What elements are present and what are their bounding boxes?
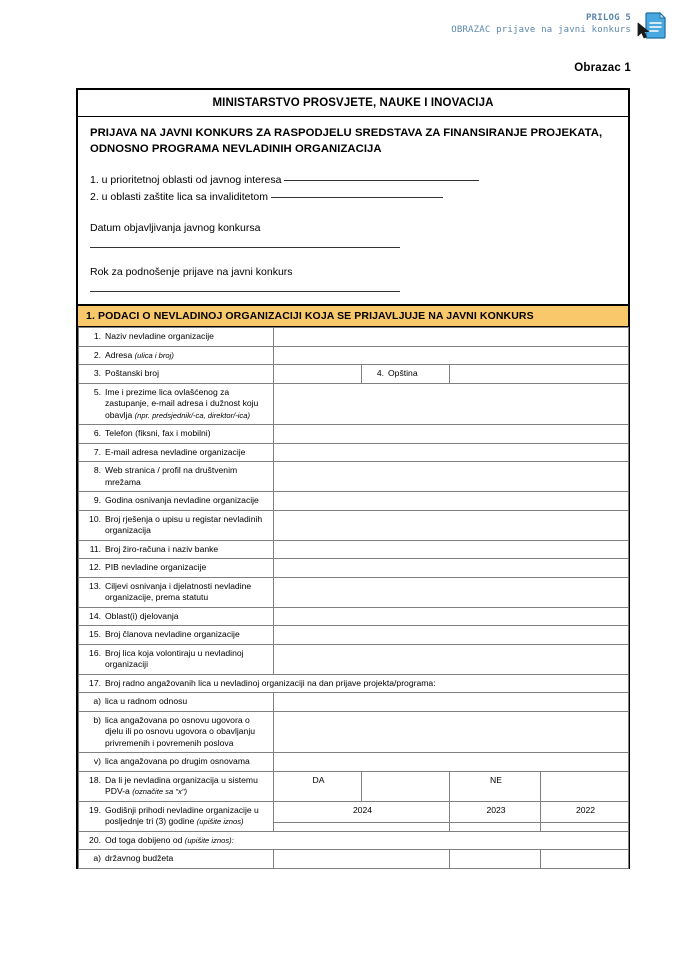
- row-4-text: Opština: [388, 368, 418, 378]
- row-17v-label: [79, 753, 274, 772]
- row-14-label: [79, 607, 274, 626]
- row-18-number: 18.: [89, 774, 101, 785]
- row-8-number: 8.: [93, 465, 101, 475]
- row-20-number: 20.: [89, 834, 101, 845]
- row-1-label: [79, 328, 274, 347]
- row-19-label: [79, 801, 274, 831]
- row-16-input[interactable]: [274, 644, 629, 674]
- row-15-number: 15.: [89, 629, 101, 639]
- row-17b-input[interactable]: [274, 711, 629, 753]
- table-row: [79, 559, 629, 578]
- table-row: [79, 328, 629, 347]
- row-17-label: [79, 674, 629, 693]
- row-1-input[interactable]: [274, 328, 629, 347]
- source-header-text: [451, 12, 631, 36]
- year-header-2023: 2023: [450, 801, 541, 823]
- row-7-label: [79, 443, 274, 462]
- row-11-text: Broj žiro-računa i naziv banke: [105, 543, 219, 554]
- row-7-number: 7.: [93, 446, 101, 457]
- ministry-title: MINISTARSTVO PROSVJETE, NAUKE I INOVACIJA: [78, 90, 628, 117]
- table-row: [79, 607, 629, 626]
- row-20a-input-2022[interactable]: [541, 850, 629, 869]
- row-4-input[interactable]: [450, 365, 629, 384]
- row-20-text: Od toga dobijeno od (upišite iznos):: [105, 834, 234, 845]
- row-17v-input[interactable]: [274, 753, 629, 772]
- source-header-line1: PRILOG 5: [586, 13, 631, 23]
- income-input-2024[interactable]: [274, 823, 450, 831]
- row-6-number: 6.: [93, 428, 101, 438]
- row-17v-number: v): [93, 756, 101, 766]
- row-17a-text: lica u radnom odnosu: [105, 696, 188, 706]
- row-14-text: Oblast(i) djelovanja: [105, 610, 179, 621]
- row-10-text: Broj rješenja o upisu u registar nevladinih organizacija: [105, 513, 263, 535]
- section-1-header: 1. PODACI O NEVLADINOJ ORGANIZACIJI KOJA SE PRIJAVLJUJE NA JAVNI KONKURS: [78, 304, 628, 327]
- row-17b-number: b): [93, 714, 101, 725]
- table-row: [79, 346, 629, 365]
- pdv-no-checkbox[interactable]: [541, 771, 629, 801]
- row-15-label: [79, 626, 274, 645]
- row-14-input[interactable]: [274, 607, 629, 626]
- row-11-input[interactable]: [274, 540, 629, 559]
- row-20a-input-2024[interactable]: [274, 850, 450, 869]
- row-14-number: 14.: [89, 610, 101, 621]
- row-9-text: Godina osnivanja nevladine organizacije: [105, 495, 259, 505]
- row-20a-input-2023[interactable]: [450, 850, 541, 869]
- row-13-label: [79, 577, 274, 607]
- disability-area-line: [90, 188, 616, 205]
- row-13-input[interactable]: [274, 577, 629, 607]
- row-9-number: 9.: [93, 495, 101, 505]
- row-2-input[interactable]: [274, 346, 629, 365]
- table-row: [79, 425, 629, 444]
- row-17b-text: lica angažovana po osnovu ugovora o djelu ili po osnovu ugovora o obavljanju privremenih i povremenih poslova: [105, 714, 256, 748]
- row-5-number: 5.: [93, 386, 101, 397]
- intro-block: [78, 117, 628, 304]
- table-row: [79, 577, 629, 607]
- submission-deadline-blank[interactable]: [90, 291, 400, 292]
- year-header-2022: 2022: [541, 801, 629, 823]
- row-12-text: PIB nevladine organizacije: [105, 562, 207, 572]
- row-16-label: [79, 644, 274, 674]
- table-row: [79, 443, 629, 462]
- form-document: [76, 88, 630, 869]
- table-row: [79, 626, 629, 645]
- table-row: [79, 801, 629, 823]
- table-row: [79, 850, 629, 869]
- row-20a-number: a): [93, 853, 101, 863]
- row-19-number: 19.: [89, 804, 101, 815]
- table-row: [79, 644, 629, 674]
- row-20-label: [79, 831, 629, 850]
- row-20a-label: [79, 850, 274, 869]
- row-6-label: [79, 425, 274, 444]
- row-8-text: Web stranica / profil na društvenim mrežama: [105, 465, 238, 487]
- table-row: [79, 365, 629, 384]
- table-row: [79, 492, 629, 511]
- row-7-input[interactable]: [274, 443, 629, 462]
- row-2-number: 2.: [93, 349, 101, 360]
- table-row: [79, 383, 629, 425]
- priority-area-label: 1. u prioritetnoj oblasti od javnog interesa: [90, 174, 282, 186]
- row-2-label: [79, 346, 274, 365]
- row-1-text: Naziv nevladine organizacije: [105, 331, 214, 341]
- row-3-number: 3.: [93, 368, 101, 378]
- row-10-number: 10.: [89, 513, 101, 524]
- row-17b-label: [79, 711, 274, 753]
- disability-area-label: 2. u oblasti zaštite lica sa invaliditetom: [90, 191, 269, 203]
- row-11-number: 11.: [89, 543, 101, 554]
- row-13-number: 13.: [89, 580, 101, 591]
- row-17a-input[interactable]: [274, 693, 629, 712]
- row-17a-number: a): [93, 696, 101, 706]
- table-row: [79, 462, 629, 492]
- row-8-label: [79, 462, 274, 492]
- table-row: [79, 831, 629, 850]
- table-row: [79, 510, 629, 540]
- row-2-text: Adresa (ulica i broj): [105, 349, 174, 360]
- priority-area-blank[interactable]: [284, 171, 479, 181]
- form-number-label: Obrazac 1: [574, 62, 631, 74]
- publication-date-blank[interactable]: [90, 247, 400, 248]
- row-1-number: 1.: [93, 331, 101, 341]
- row-6-text: Telefon (fiksni, fax i mobilni): [105, 428, 211, 438]
- priority-area-line: [90, 171, 616, 188]
- row-16-text: Broj lica koja volontiraju u nevladinoj organizaciji: [105, 647, 244, 669]
- publication-date-label: Datum objavljivanja javnog konkursa: [90, 222, 261, 234]
- row-3-text: Poštanski broj: [105, 368, 159, 378]
- table-row: [79, 711, 629, 753]
- submission-deadline-label: Rok za podnošenje prijave na javni konkurs: [90, 266, 293, 278]
- row-3-label: [79, 365, 274, 384]
- row-13-text: Ciljevi osnivanja i djelatnosti nevladine organizacije, prema statutu: [105, 580, 252, 602]
- organization-data-table: [78, 327, 629, 869]
- row-12-label: [79, 559, 274, 578]
- row-7-text: E-mail adresa nevladine organizacije: [105, 446, 246, 457]
- disability-area-blank[interactable]: [271, 188, 443, 198]
- row-4-number: 4.: [376, 368, 384, 378]
- row-15-input[interactable]: [274, 626, 629, 645]
- document-icon-group: [637, 12, 667, 42]
- year-header-2024: 2024: [274, 801, 450, 823]
- row-15-text: Broj članova nevladine organizacije: [105, 629, 240, 639]
- cursor-arrow-icon: [637, 22, 650, 39]
- row-9-label: [79, 492, 274, 511]
- document-source-header: [451, 12, 667, 42]
- row-12-number: 12.: [89, 562, 101, 572]
- row-12-input[interactable]: [274, 559, 629, 578]
- row-18-label: [79, 771, 274, 801]
- row-9-input[interactable]: [274, 492, 629, 511]
- row-8-input[interactable]: [274, 462, 629, 492]
- row-17-number: 17.: [89, 677, 101, 688]
- row-5-text: Ime i prezime lica ovlašćenog za zastupanje, e-mail adresa i dužnost koju obavlja (npr. predsjednik/-ca, direktor/-ica): [105, 386, 259, 420]
- table-row: [79, 771, 629, 801]
- pdv-yes-label: DA: [274, 771, 362, 801]
- row-18-text: Da li je nevladina organizacija u sistemu PDV-a (označite sa "x"): [105, 774, 258, 796]
- table-row: [79, 674, 629, 693]
- table-row: [79, 753, 629, 772]
- row-20a-text: državnog budžeta: [105, 853, 174, 863]
- row-10-input[interactable]: [274, 510, 629, 540]
- income-input-2022[interactable]: [541, 823, 629, 831]
- row-16-number: 16.: [89, 647, 101, 658]
- row-6-input[interactable]: [274, 425, 629, 444]
- source-header-line2: OBRAZAC prijave na javni konkurs: [451, 25, 631, 35]
- table-row: [79, 540, 629, 559]
- income-input-2023[interactable]: [450, 823, 541, 831]
- row-17v-text: lica angažovana po drugim osnovama: [105, 756, 250, 766]
- form-main-title: PRIJAVA NA JAVNI KONKURS ZA RASPODJELU SREDSTAVA ZA FINANSIRANJE PROJEKATA, ODNOSNO PROGRAMA NEVLADINIH ORGANIZACIJA: [90, 127, 603, 155]
- row-4-label: [362, 365, 450, 384]
- row-17-text: Broj radno angažovanih lica u nevladinoj organizaciji na dan prijave projekta/programa:: [105, 677, 436, 688]
- row-5-input[interactable]: [274, 383, 629, 425]
- row-11-label: [79, 540, 274, 559]
- row-17a-label: [79, 693, 274, 712]
- table-row: [79, 693, 629, 712]
- row-19-text: Godišnji prihodi nevladine organizacije u posljednje tri (3) godine (upišite iznos): [105, 804, 259, 826]
- row-3-input[interactable]: [274, 365, 362, 384]
- pdv-yes-checkbox[interactable]: [362, 771, 450, 801]
- row-5-label: [79, 383, 274, 425]
- row-10-label: [79, 510, 274, 540]
- pdv-no-label: NE: [450, 771, 541, 801]
